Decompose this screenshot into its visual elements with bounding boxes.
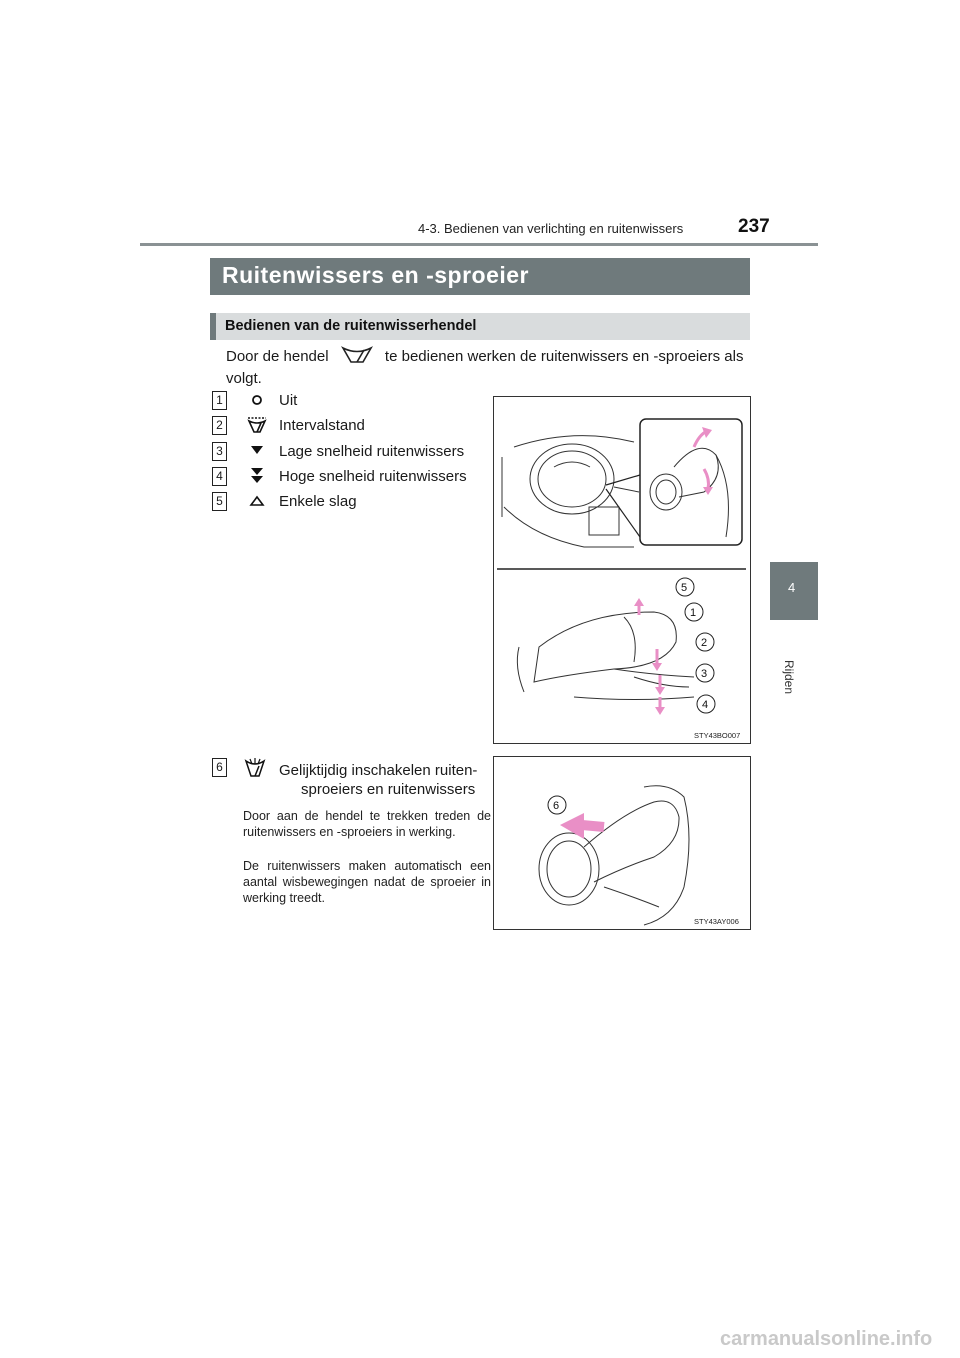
item-number: 6 xyxy=(212,758,227,777)
item-number: 5 xyxy=(212,492,227,511)
list-item-off xyxy=(212,391,482,415)
high-speed-double-triangle-icon xyxy=(246,467,268,485)
low-speed-triangle-icon xyxy=(246,442,268,460)
list-item-intermittent xyxy=(212,416,482,440)
figure1-callout-2: 2 xyxy=(701,637,708,649)
chapter-tab-number: 4 xyxy=(788,580,796,595)
intro-before: Door de hendel xyxy=(226,348,329,365)
figure1-callout-3: 3 xyxy=(701,668,708,680)
section-title: Ruitenwissers en -sproeier xyxy=(222,262,529,288)
item-label: Enkele slag xyxy=(279,493,357,510)
header-section-title: 4-3. Bedienen van verlichting en ruitenwissers xyxy=(418,221,684,236)
figure1-caption: STY43BO007 xyxy=(694,731,741,740)
figure-wiper-lever xyxy=(493,396,751,744)
wiper-lever-icon xyxy=(333,346,381,364)
pink-arrows xyxy=(634,598,665,715)
watermark: carmanualsonline.info xyxy=(720,1328,933,1350)
header-rule xyxy=(140,243,818,246)
list-item-washer xyxy=(212,758,272,780)
intro-paragraph xyxy=(226,346,750,390)
lever-illustration xyxy=(517,612,694,700)
item-number: 3 xyxy=(212,442,227,461)
chapter-tab-label: Rijden xyxy=(782,660,796,695)
item-label: Lage snelheid ruitenwissers xyxy=(279,443,465,460)
figure1-callout-1: 1 xyxy=(690,607,697,619)
figure2-callout-6: 6 xyxy=(553,800,560,812)
figure-washer-pull xyxy=(493,756,751,930)
item6-paragraph-1: Door aan de hendel te trekken treden de ruitenwissers en -sproeiers in werking. xyxy=(243,809,491,839)
intermittent-wiper-icon xyxy=(246,416,268,434)
item-number: 2 xyxy=(212,416,227,435)
figure1-callout-4: 4 xyxy=(702,699,709,711)
item-number: 4 xyxy=(212,467,227,486)
subsection-title: Bedienen van de ruitenwisserhendel xyxy=(225,318,477,334)
intro-after: te bedienen werken de ruitenwissers en -sproeiers als volgt. xyxy=(226,348,744,387)
figure1-callout-5: 5 xyxy=(681,582,688,594)
item6-label-line2: sproeiers en ruitenwissers xyxy=(301,781,476,798)
item6-label-line1: Gelijktijdig inschakelen ruiten- xyxy=(279,762,478,779)
single-wipe-triangle-icon xyxy=(246,492,268,510)
item6-paragraph-2: De ruitenwissers maken automatisch een aantal wisbewegingen nadat de sproeier in werking treedt. xyxy=(243,859,491,905)
list-item-high-speed xyxy=(212,467,482,491)
item-label: Hoge snelheid ruitenwissers xyxy=(279,468,467,485)
subsection-accent xyxy=(210,313,216,340)
page-number: 237 xyxy=(738,216,770,237)
figure2-caption: STY43AY006 xyxy=(694,917,739,926)
list-item-low-speed xyxy=(212,442,482,466)
list-item-single-wipe xyxy=(212,492,482,516)
item-label: Uit xyxy=(279,392,298,409)
off-circle-icon xyxy=(246,391,268,409)
dashboard-illustration xyxy=(502,436,639,547)
item-number: 1 xyxy=(212,391,227,410)
washer-wiper-icon xyxy=(242,758,268,776)
item-label: Intervalstand xyxy=(279,417,365,434)
